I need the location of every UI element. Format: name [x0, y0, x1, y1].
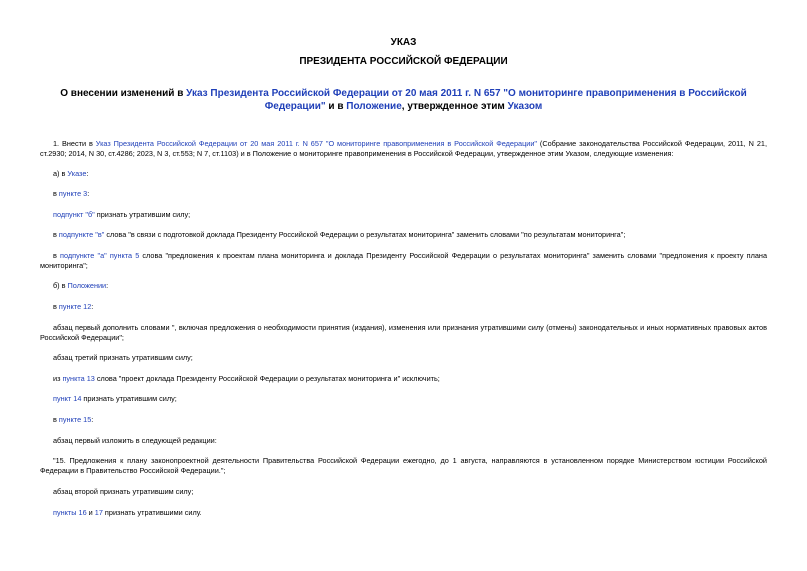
paragraph-text: "15. Предложения к плану законопроектной деятельности Правительства Российской Федерации ежегодно, до 1 августа, направляются в установленном порядке Министерством юстиции Российской Федерации в Правительство Российской Федерации."; — [40, 456, 767, 475]
decree-section-link[interactable]: Указе — [67, 169, 87, 178]
paragraph-12 — [40, 394, 767, 404]
paragraph-text: а) в — [53, 169, 68, 178]
paragraph-text: в — [53, 302, 59, 311]
paragraph-7 — [40, 281, 767, 291]
paragraph-text: : — [86, 169, 89, 178]
document-issuer: ПРЕЗИДЕНТА РОССИЙСКОЙ ФЕДЕРАЦИИ — [299, 56, 508, 67]
regulation-link[interactable]: Положение — [346, 101, 402, 112]
clause-16-link[interactable]: пункты 16 — [53, 508, 87, 517]
paragraph-5 — [40, 230, 767, 240]
paragraph-text: признать утратившими силу. — [102, 508, 202, 517]
paragraph-10 — [40, 353, 767, 363]
document-title: УКАЗ — [390, 37, 417, 48]
paragraph-4 — [40, 210, 767, 220]
decree-link[interactable]: Указом — [507, 101, 543, 112]
paragraph-text: абзац третий признать утратившим силу; — [53, 353, 193, 362]
paragraph-6 — [40, 251, 767, 271]
subtitle-text: О внесении изменений в — [60, 88, 187, 99]
paragraph-text: абзац первый изложить в следующей редакции: — [53, 436, 217, 445]
paragraph-13 — [40, 415, 767, 425]
clause-3-link[interactable]: пункте 3 — [58, 189, 88, 198]
paragraph-text: б) в — [53, 281, 68, 290]
subclause-b-link[interactable]: подпункт "б" — [53, 210, 95, 219]
paragraph-text: признать утратившим силу; — [81, 394, 177, 403]
paragraph-text: в — [53, 251, 61, 260]
paragraph-17 — [40, 508, 767, 518]
paragraph-text: признать утратившим силу; — [94, 210, 191, 219]
clause-17-link[interactable]: 17 — [94, 508, 103, 517]
clause-5-link[interactable]: пункта 5 — [109, 251, 140, 260]
clause-12-link[interactable]: пункте 12 — [58, 302, 92, 311]
paragraph-9 — [40, 323, 767, 343]
paragraph-11 — [40, 374, 767, 384]
document-subtitle — [40, 87, 767, 113]
paragraph-text: 1. Внести в — [53, 139, 96, 148]
paragraph-text: из — [53, 374, 63, 383]
subtitle-text: , утвержденное этим — [401, 101, 508, 112]
paragraph-text: (Собрание законодательства Российской Федерации, 2011, N 21, ст.2930; 2014, N 30, ст.4286; 2023, N 3, ст.553; N 7, ст.1103) и в Положение о мониторинге правоприменения в Российской Федерации, утвержденное этим Указом, следующие изменения: — [40, 139, 767, 158]
paragraph-text: в — [53, 230, 59, 239]
decree-657-link[interactable]: Указ Президента Российской Федерации от 20 мая 2011 г. N 657 "О мониторинге правоприменения в Российской Федерации" — [186, 88, 747, 112]
paragraph-text: слова "проект доклада Президенту Российской Федерации о результатах мониторинга и" исключить; — [94, 374, 440, 383]
clause-14-link[interactable]: пункт 14 — [53, 394, 82, 403]
paragraph-text: слова "предложения к проектам плана мониторинга и доклада Президенту Российской Федерации о результатах мониторинга" заменить словами "предложения к проекту плана мониторинга"; — [40, 251, 767, 270]
paragraph-3 — [40, 189, 767, 199]
paragraph-text: : — [106, 281, 109, 290]
paragraph-14 — [40, 436, 767, 446]
paragraph-text: в — [53, 189, 59, 198]
paragraph-text: абзац первый дополнить словами ", включая предложения о необходимости принятия (издания), изменения или признания утратившими силу (отмены) законодательных и иных нормативных правовых актов Российской Федерации"; — [40, 323, 767, 342]
paragraph-text: : — [87, 189, 90, 198]
regulation-section-link[interactable]: Положении — [67, 281, 107, 290]
paragraph-text: слова "в связи с подготовкой доклада Президенту Российской Федерации о результатах мониторинга" заменить словами "по результатам мониторинга"; — [104, 230, 626, 239]
paragraph-2 — [40, 169, 767, 179]
paragraph-8 — [40, 302, 767, 312]
subtitle-text: и в — [325, 101, 347, 112]
paragraph-text: в — [53, 415, 59, 424]
clause-15-link[interactable]: пункте 15 — [58, 415, 92, 424]
paragraph-text: : — [91, 302, 94, 311]
clause-13-link[interactable]: пункта 13 — [62, 374, 95, 383]
paragraph-16 — [40, 487, 767, 497]
subclause-v-link[interactable]: подпункте "в" — [58, 230, 105, 239]
decree-657-link[interactable]: Указ Президента Российской Федерации от 20 мая 2011 г. N 657 "О мониторинге правоприменения в Российской Федерации" — [95, 139, 537, 148]
paragraph-text: : — [91, 415, 94, 424]
paragraph-15 — [40, 456, 767, 476]
paragraph-text: абзац второй признать утратившим силу; — [53, 487, 194, 496]
paragraph-text: и — [86, 508, 95, 517]
paragraph-1 — [40, 139, 767, 159]
subclause-a-link[interactable]: подпункте "а" — [60, 251, 107, 260]
